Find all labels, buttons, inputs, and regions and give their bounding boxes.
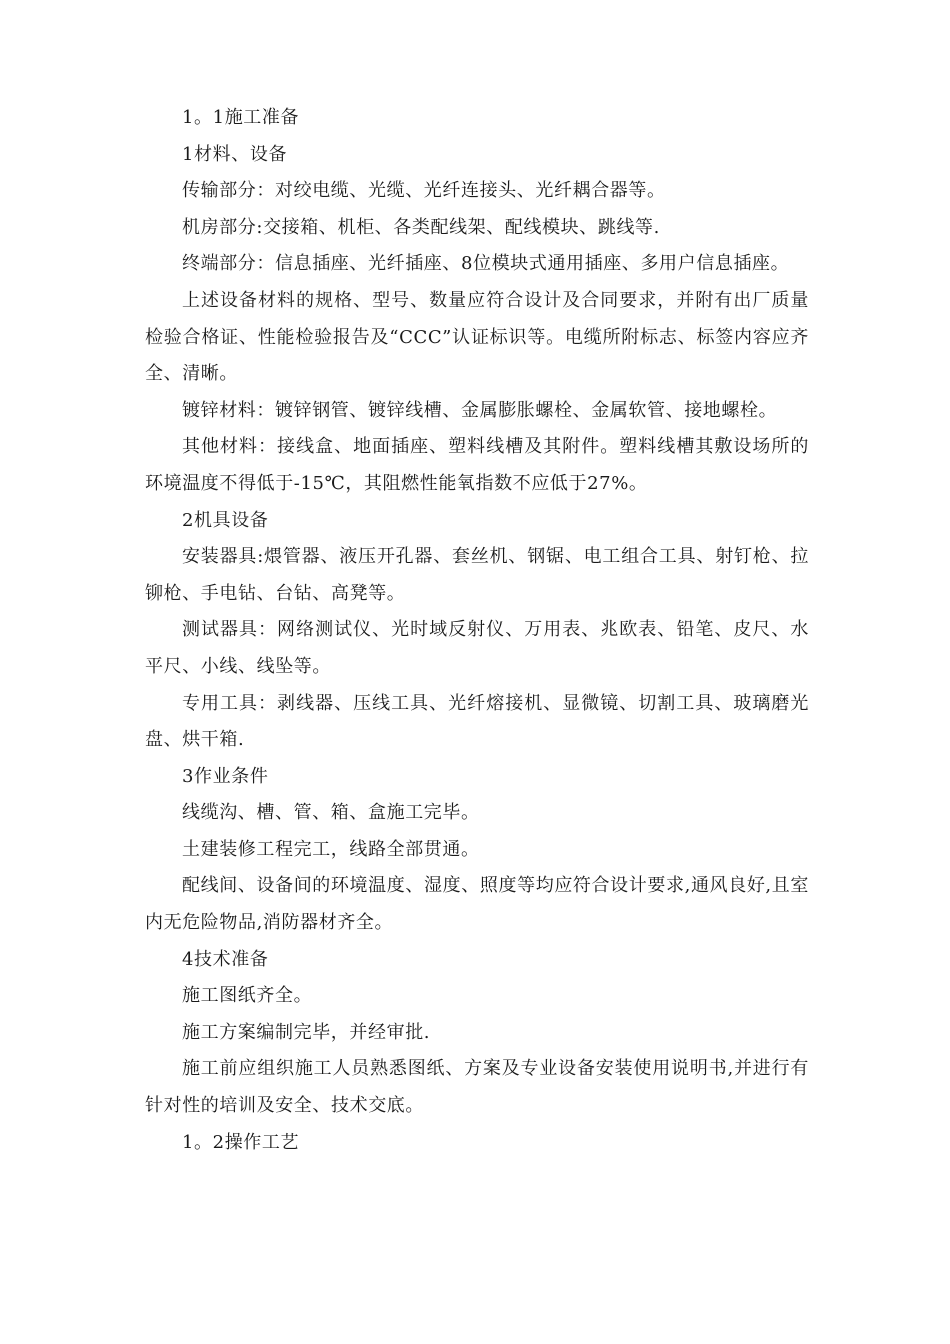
paragraph-environment: 配线间、设备间的环境温度、湿度、照度等均应符合设计要求,通风良好,且室内无危险物品,消防器材齐全。 [145, 875, 809, 934]
paragraph-galvanized: 镀锌材料：镀锌钢管、镀锌线槽、金属膨胀螺栓、金属软管、接地螺栓。 [182, 399, 778, 421]
paragraph-specifications: 上述设备材料的规格、型号、数量应符合设计及合同要求，并附有出厂质量检验合格证、性能检验报告及“CCC”认证标识等。电缆所附标志、标签内容应齐全、清晰。 [145, 289, 809, 385]
paragraph-training: 施工前应组织施工人员熟悉图纸、方案及专业设备安装使用说明书,并进行有针对性的培训及安全、技术交底。 [145, 1058, 809, 1117]
paragraph-test-tools: 测试器具：网络测试仪、光时域反射仪、万用表、兆欧表、铅笔、皮尺、水平尺、小线、线坠等。 [145, 619, 809, 677]
paragraph-special-tools: 专用工具：剥线器、压线工具、光纤熔接机、显微镜、切割工具、玻璃磨光盘、烘干箱. [145, 692, 809, 751]
subheading-materials: 1材料、设备 [182, 143, 288, 165]
paragraph-other-materials: 其他材料：接线盒、地面插座、塑料线槽及其附件。塑料线槽其敷设场所的环境温度不得低于-15℃，其阻燃性能氧指数不应低于27%。 [145, 436, 809, 494]
section-heading-1-2: 1。2操作工艺 [182, 1131, 300, 1153]
subheading-technical-prep: 4技术准备 [182, 948, 269, 970]
document-body [145, 100, 809, 1161]
paragraph-civil-works: 土建装修工程完工，线路全部贯通。 [182, 838, 480, 860]
paragraph-transmission: 传输部分：对绞电缆、光缆、光纤连接头、光纤耦合器等。 [182, 180, 666, 202]
subheading-work-conditions: 3作业条件 [182, 765, 269, 787]
subheading-tools: 2机具设备 [182, 509, 269, 531]
paragraph-trenches: 线缆沟、槽、管、箱、盒施工完毕。 [182, 802, 480, 824]
paragraph-plan: 施工方案编制完毕，并经审批. [182, 1021, 431, 1043]
paragraph-install-tools: 安装器具:煨管器、液压开孔器、套丝机、钢锯、电工组合工具、射钉枪、拉铆枪、手电钻、台钻、高凳等。 [145, 546, 809, 604]
paragraph-machine-room: 机房部分:交接箱、机柜、各类配线架、配线模块、跳线等. [182, 216, 660, 238]
section-heading-1-1: 1。1施工准备 [182, 107, 300, 128]
paragraph-drawings: 施工图纸齐全。 [182, 985, 313, 1007]
paragraph-terminal: 终端部分：信息插座、光纤插座、8位模块式通用插座、多用户信息插座。 [182, 253, 790, 275]
